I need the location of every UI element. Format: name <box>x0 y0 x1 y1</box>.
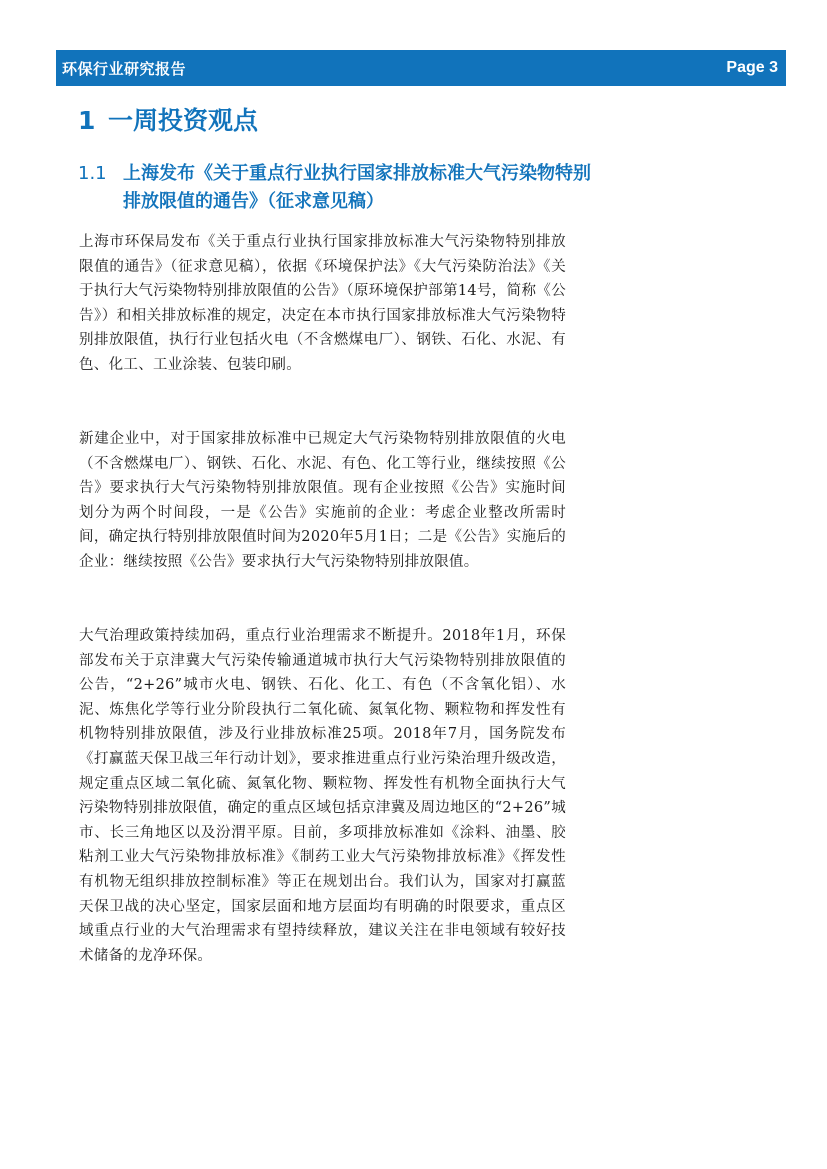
body-paragraph: 大气治理政策持续加码，重点行业治理需求不断提升。2018年1月，环保部发布关于京津冀大气污染传输通道城市执行大气污染物特别排放限值的公告，“2+26”城市火电、钢铁、石化、化工、有色（不含氧化铝）、水泥、炼焦化学等行业分阶段执行二氧化硫、氮氧化物、颗粒物和挥发性有机物特别排放限值，涉及行业排放标准25项。2018年7月，国务院发布《打赢蓝天保卫战三年行动计划》，要求推进重点行业污染治理升级改造，规定重点区域二氧化硫、氮氧化物、颗粒物、挥发性有机物全面执行大气污染物特别排放限值，确定的重点区域包括京津冀及周边地区的“2+26”城市、长三角地区以及汾渭平原。目前，多项排放标准如《涂料、油墨、胶粘剂工业大气污染物排放标准》《制药工业大气污染物排放标准》《挥发性有机物无组织排放控制标准》等正在规划出台。我们认为，国家对打赢蓝天保卫战的决心坚定，国家层面和地方层面均有明确的时限要求，重点区域重点行业的大气治理需求有望持续释放，建议关注在非电领域有较好技术储备的龙净环保。 <box>79 628 566 964</box>
section-heading <box>78 104 258 138</box>
report-title: 环保行业研究报告 <box>62 59 187 78</box>
section-title: 一周投资观点 <box>108 106 259 135</box>
subsection-title: 上海发布《关于重点行业执行国家排放标准大气污染物特别排放限值的通告》（征求意见稿） <box>123 163 591 212</box>
subsection-heading <box>78 160 598 216</box>
body-paragraph: 新建企业中，对于国家排放标准中已规定大气污染物特别排放限值的火电（不含燃煤电厂）、钢铁、石化、水泥、有色、化工等行业，继续按照《公告》要求执行大气污染物特别排放限值。现有企业按照《公告》实施时间划分为两个时间段，一是《公告》实施前的企业：考虑企业整改所需时间，确定执行特别排放限值时间为2020年5月1日；二是《公告》实施后的企业：继续按照《公告》要求执行大气污染物特别排放限值。 <box>79 431 566 570</box>
page-number: Page 3 <box>726 59 778 76</box>
body-paragraph: 上海市环保局发布《关于重点行业执行国家排放标准大气污染物特别排放限值的通告》（征求意见稿），依据《环境保护法》《大气污染防治法》《关于执行大气污染物特别排放限值的公告》（原环境保护部第14号，简称《公告》）和相关排放标准的规定，决定在本市执行国家排放标准大气污染物特别排放限值，执行行业包括火电（不含燃煤电厂）、钢铁、石化、水泥、有色、化工、工业涂装、包装印刷。 <box>79 234 566 373</box>
subsection-number: 1.1 <box>78 163 107 184</box>
report-header-bar <box>56 50 786 86</box>
section-number: 1 <box>78 106 96 135</box>
